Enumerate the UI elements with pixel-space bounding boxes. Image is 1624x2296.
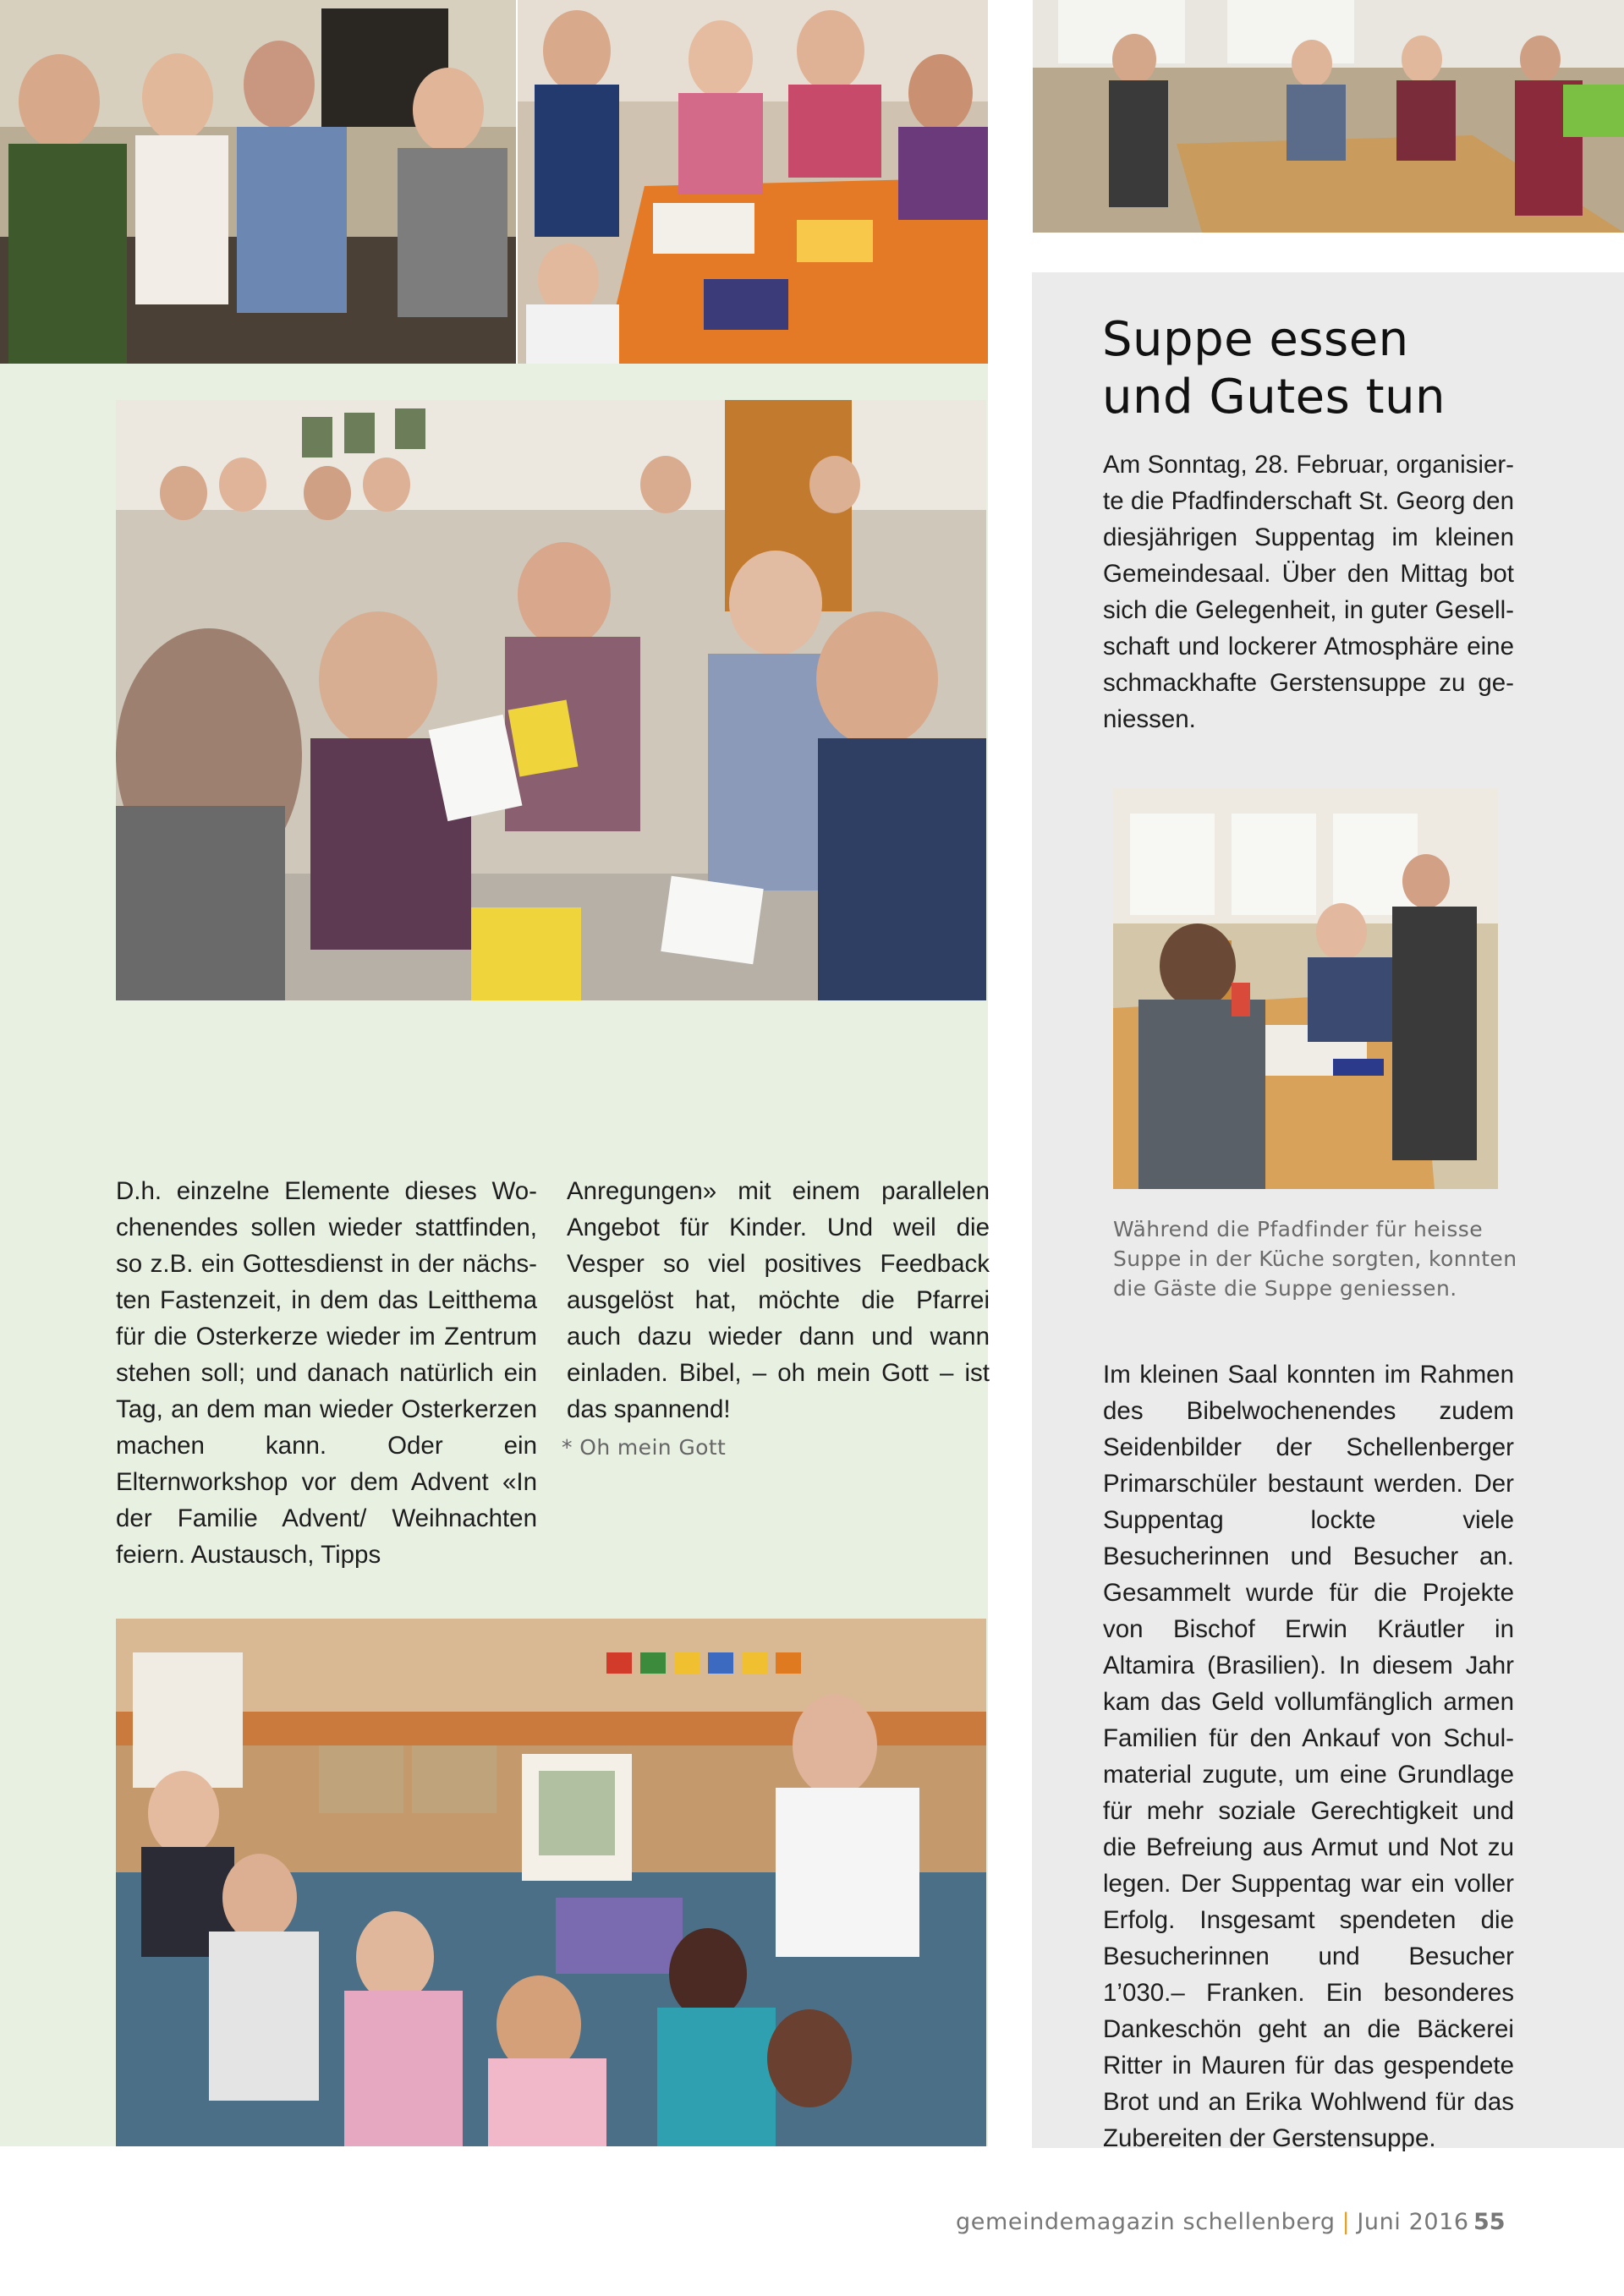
photo-soup-hall — [1033, 0, 1624, 233]
article-headline — [1102, 311, 1576, 426]
left-column-1: D.h. einzelne Elemente dieses Wochenendes sollen wieder stattfinden, so z.B. ein Gottesdienst in der nächsten Fastenzeit, in dem das Leitthema für die Osterkerze wieder im Zentrum stehen soll; und danach natürlich ein Tag, an dem man wieder Osterkerzen machen kann. Oder ein Elternworkshop vor dem Advent «In der Familie Advent/ Weihnachten feiern. Austausch, Tipps — [116, 1177, 537, 1569]
headline-line-1: Suppe essen — [1102, 312, 1409, 367]
headline-line-2: und Gutes tun — [1102, 370, 1446, 425]
footnote: * Oh mein Gott — [562, 1435, 727, 1460]
photo-children-crafting — [518, 0, 988, 364]
photo-soup-table — [1113, 788, 1498, 1189]
accent-tab — [1563, 85, 1624, 137]
page-footer — [956, 2209, 1514, 2243]
photo-bible-discussion — [116, 400, 986, 1000]
page-number: 55 — [1473, 2209, 1506, 2235]
footer-separator: | — [1341, 2209, 1351, 2235]
article-intro: Am Sonntag, 28. Februar, organisierte die Pfadfinderschaft St. Georg den diesjährigen Suppentag im kleinen Gemeindesaal. Über den Mittag bot sich die Gelegenheit, in guter Gesellschaft und lockerer Atmosphäre eine schmackhafte Gerstensuppe zu geniessen. — [1103, 451, 1514, 733]
article-body: Im kleinen Saal konnten im Rahmen des Bibelwochenendes zudem Seidenbilder der Schellenberger Primarschüler bestaunt werden. Der Suppentag lockte viele Besucherinnen und Besucher an. Gesammelt wurde für die Projekte von Bischof Erwin Kräutler in Altamira (Brasilien). In diesem Jahr kam das Geld vollumfänglich armen Familien für den Ankauf von Schulmaterial zugute, um eine Grundlage für mehr soziale Gerechtigkeit und die Befreiung aus Armut und Not zu legen. Der Suppentag war ein voller Erfolg. Insgesamt spendeten die Besucherinnen und Besucher 1’030.– Franken. Ein besonderes Dankeschön geht an die Bäckerei Ritter in Mauren für das gespendete Brot und an Erika Wohlwend für das Zubereiten der Gerstensuppe. — [1103, 1361, 1514, 2152]
photo-children-story — [116, 1619, 986, 2146]
photo-adults-reading — [0, 0, 516, 364]
photo-caption: Während die Pfadfinder für heisse Suppe in der Küche sorgten, konnten die Gäste die Suppe geniessen. — [1113, 1217, 1517, 1301]
left-column-2: Anregungen» mit einem parallelen Angebot für Kinder. Und weil die Vesper so viel positives Feedback ausgelöst hat, möchte die Pfarrei auch dazu wieder dann und wann einladen. Bibel, – oh mein Gott – ist das spannend! — [567, 1177, 990, 1423]
issue-date: Juni 2016 — [1357, 2209, 1469, 2235]
magazine-name: gemeindemagazin schellenberg — [956, 2209, 1336, 2235]
